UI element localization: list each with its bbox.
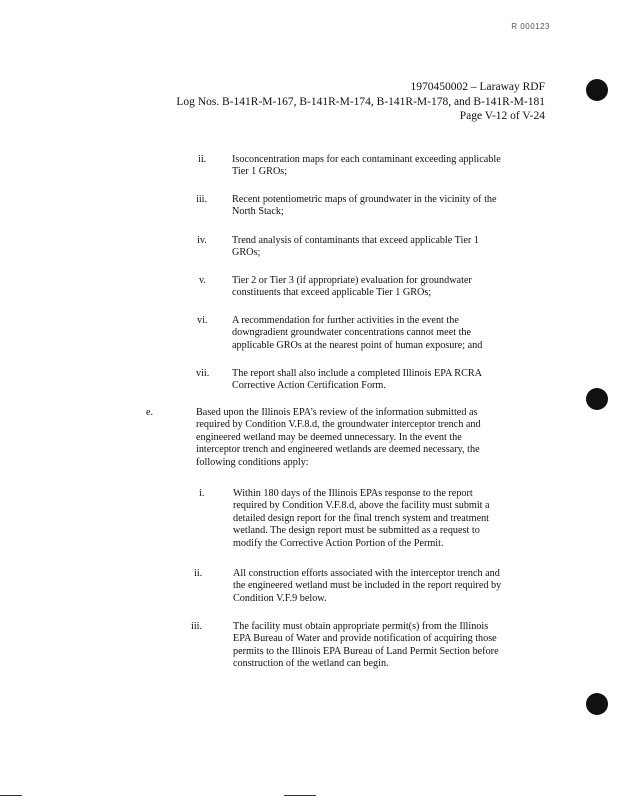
scan-mark bbox=[0, 795, 22, 796]
item-text-line: interceptor trench and engineered wetlands are deemed necessary, the bbox=[196, 444, 480, 456]
item-text-line: construction of the wetland can begin. bbox=[233, 658, 389, 670]
scan-mark bbox=[284, 795, 316, 796]
item-number: v. bbox=[199, 275, 206, 286]
item-number: i. bbox=[199, 488, 205, 499]
item-text-line: The report shall also include a completed Illinois EPA RCRA bbox=[232, 368, 483, 379]
item-number: e. bbox=[146, 407, 154, 418]
item-text-line: GROs; bbox=[232, 247, 261, 259]
item-text-line: required by Condition V.F.8.d, the groundwater interceptor trench and bbox=[196, 419, 481, 431]
page-number: Page V-12 of V-24 bbox=[459, 110, 545, 122]
item-text-line: North Stack; bbox=[232, 206, 284, 218]
item-text-line: the engineered wetland must be included in the report required by bbox=[233, 580, 502, 592]
item-text-line: applicable GROs at the nearest point of human exposure; and bbox=[232, 339, 483, 351]
item-text-line: required by Condition V.F.8.d, above the facility must submit a bbox=[233, 500, 490, 512]
item-text-line: downgradient groundwater concentrations cannot meet the bbox=[232, 327, 472, 339]
item-text-line: permits to the Illinois EPA Bureau of Land Permit Section before bbox=[233, 645, 499, 657]
page-header bbox=[176, 80, 545, 124]
item-text-line: detailed design report for the final trench system and treatment bbox=[233, 512, 490, 524]
item-text-line: Isoconcentration maps for each contaminant exceeding applicable bbox=[232, 154, 501, 165]
item-number: ii. bbox=[194, 568, 203, 579]
item-text-line: Condition V.F.9 below. bbox=[233, 592, 327, 604]
item-number: ii. bbox=[198, 154, 207, 165]
item-text-line: Based upon the Illinois EPA’s review of the information submitted as bbox=[196, 407, 478, 418]
punch-hole bbox=[586, 693, 608, 715]
item-text-line: EPA Bureau of Water and provide notification of acquiring those bbox=[233, 633, 497, 645]
punch-hole bbox=[586, 79, 608, 101]
item-text-line: Corrective Action Certification Form. bbox=[232, 380, 386, 392]
item-text-line: Recent potentiometric maps of groundwater in the vicinity of the bbox=[232, 194, 497, 205]
item-text-line: following conditions apply: bbox=[196, 456, 309, 468]
log-numbers: Log Nos. B-141R-M-167, B-141R-M-174, B-141R-M-178, and B-141R-M-181 bbox=[176, 95, 545, 108]
item-number: iii. bbox=[191, 621, 203, 632]
item-text-line: All construction efforts associated with the interceptor trench and bbox=[233, 568, 500, 579]
item-text-line: modify the Corrective Action Portion of the Permit. bbox=[233, 537, 444, 549]
item-text-line: Within 180 days of the Illinois EPAs response to the report bbox=[233, 488, 473, 499]
item-number: vii. bbox=[196, 368, 210, 379]
item-number: iii. bbox=[196, 194, 208, 205]
item-text-line: Trend analysis of contaminants that exceed applicable Tier 1 bbox=[232, 235, 479, 246]
item-text-line: The facility must obtain appropriate permit(s) from the Illinois bbox=[233, 621, 489, 632]
punch-hole bbox=[586, 388, 608, 410]
item-text-line: A recommendation for further activities in the event the bbox=[232, 315, 459, 326]
item-text-line: engineered wetland may be deemed unnecessary. In the event the bbox=[196, 431, 462, 443]
item-text-line: wetland. The design report must be submitted as a request to bbox=[233, 525, 480, 537]
permit-id: 1970450002 – Laraway RDF bbox=[410, 81, 545, 93]
item-text-line: Tier 2 or Tier 3 (if appropriate) evaluation for groundwater bbox=[232, 275, 472, 286]
item-text-line: constituents that exceed applicable Tier 1 GROs; bbox=[232, 287, 432, 299]
bates-stamp: R 000123 bbox=[511, 22, 550, 31]
item-number: iv. bbox=[197, 235, 207, 246]
item-text-line: Tier 1 GROs; bbox=[232, 166, 288, 178]
item-number: vi. bbox=[197, 315, 208, 326]
